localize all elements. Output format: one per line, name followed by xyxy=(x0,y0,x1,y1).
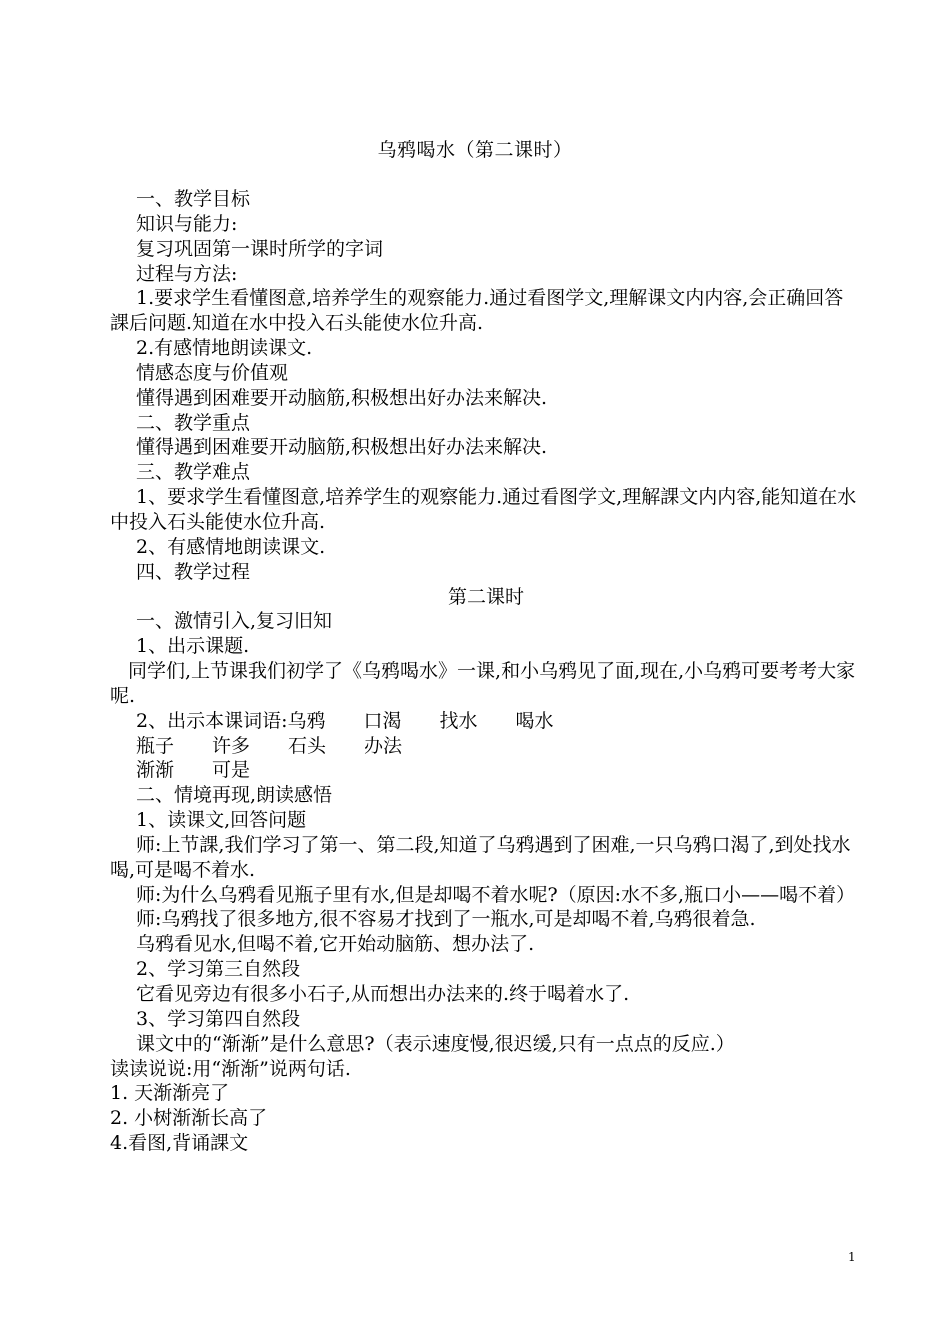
paragraph: 二、情境再现,朗读感悟 xyxy=(136,784,333,807)
paragraph: 懂得遇到困难要开动脑筋,积极想出好办法来解决. xyxy=(136,386,548,409)
paragraph: 三、教学难点 xyxy=(136,461,251,484)
paragraph: 2.有感情地朗读课文. xyxy=(136,337,313,360)
paragraph: 知识与能力: xyxy=(136,212,238,235)
paragraph: 同学们,上节课我们初学了《乌鸦喝水》一课,和小乌鸦见了面,现在,小乌鸦可要考考大家呢. xyxy=(110,660,856,707)
paragraph: 2、有感情地朗读课文. xyxy=(136,535,326,558)
paragraph: 4.看图,背诵課文 xyxy=(110,1132,249,1155)
page-number: 1 xyxy=(848,1250,856,1264)
document-body xyxy=(110,187,862,1156)
paragraph: 1、要求学生看懂图意,培养学生的观察能力.通过看图学文,理解課文内内容,能知道在水中投入石头能使水位升高. xyxy=(110,486,857,533)
paragraph: 3、学习第四自然段 xyxy=(136,1007,301,1030)
paragraph: 四、教学过程 xyxy=(136,560,251,583)
paragraph: 师:上节課,我们学习了第一、第二段,知道了乌鸦遇到了困难,一只乌鸦口渴了,到处找水喝,可是喝不着水. xyxy=(110,833,851,881)
paragraph: 2. 小树渐渐长高了 xyxy=(110,1107,268,1130)
paragraph: 第二课时 xyxy=(447,585,524,608)
paragraph: 1. 天渐渐亮了 xyxy=(110,1082,230,1105)
paragraph: 师:为什么乌鸦看见瓶子里有水,但是却喝不着水呢?（原因:水不多,瓶口小——喝不着） xyxy=(136,883,856,906)
document-title: 乌鸦喝水（第二课时） xyxy=(377,139,573,161)
paragraph: 瓶子 许多 石头 办法 xyxy=(136,734,403,757)
paragraph: 过程与方法: xyxy=(136,262,238,285)
paragraph: 它看见旁边有很多小石子,从而想出办法来的.终于喝着水了. xyxy=(136,983,630,1005)
paragraph: 复习巩固第一课时所学的字词 xyxy=(136,237,384,260)
paragraph: 情感态度与价值观 xyxy=(136,361,289,384)
paragraph: 1.要求学生看懂图意,培养学生的观察能力.通过看图学文,理解课文内内容,会正确回答課后问题.知道在水中投入石头能使水位升高. xyxy=(110,287,844,335)
paragraph: 一、教学目标 xyxy=(136,188,251,210)
paragraph: 二、教学重点 xyxy=(136,411,251,434)
paragraph: 师:乌鸦找了很多地方,很不容易才找到了一瓶水,可是却喝不着,乌鸦很着急. xyxy=(136,908,756,931)
paragraph: 读读说说:用“渐渐”说两句话. xyxy=(110,1057,351,1080)
paragraph: 一、激情引入,复习旧知 xyxy=(136,610,333,633)
paragraph: 课文中的“渐渐”是什么意思?（表示速度慢,很迟缓,只有一点点的反应.） xyxy=(136,1032,735,1055)
paragraph: 1、出示课题. xyxy=(136,635,250,658)
paragraph: 2、学习第三自然段 xyxy=(136,958,301,981)
paragraph: 渐渐 可是 xyxy=(136,759,251,782)
paragraph: 乌鸦看见水,但喝不着,它开始动脑筋、想办法了. xyxy=(136,933,535,956)
paragraph: 懂得遇到困难要开动脑筋,积极想出好办法来解决. xyxy=(136,436,548,459)
paragraph: 2、出示本课词语:乌鸦 口渴 找水 喝水 xyxy=(136,709,554,732)
paragraph: 1、读课文,回答问题 xyxy=(136,809,307,832)
